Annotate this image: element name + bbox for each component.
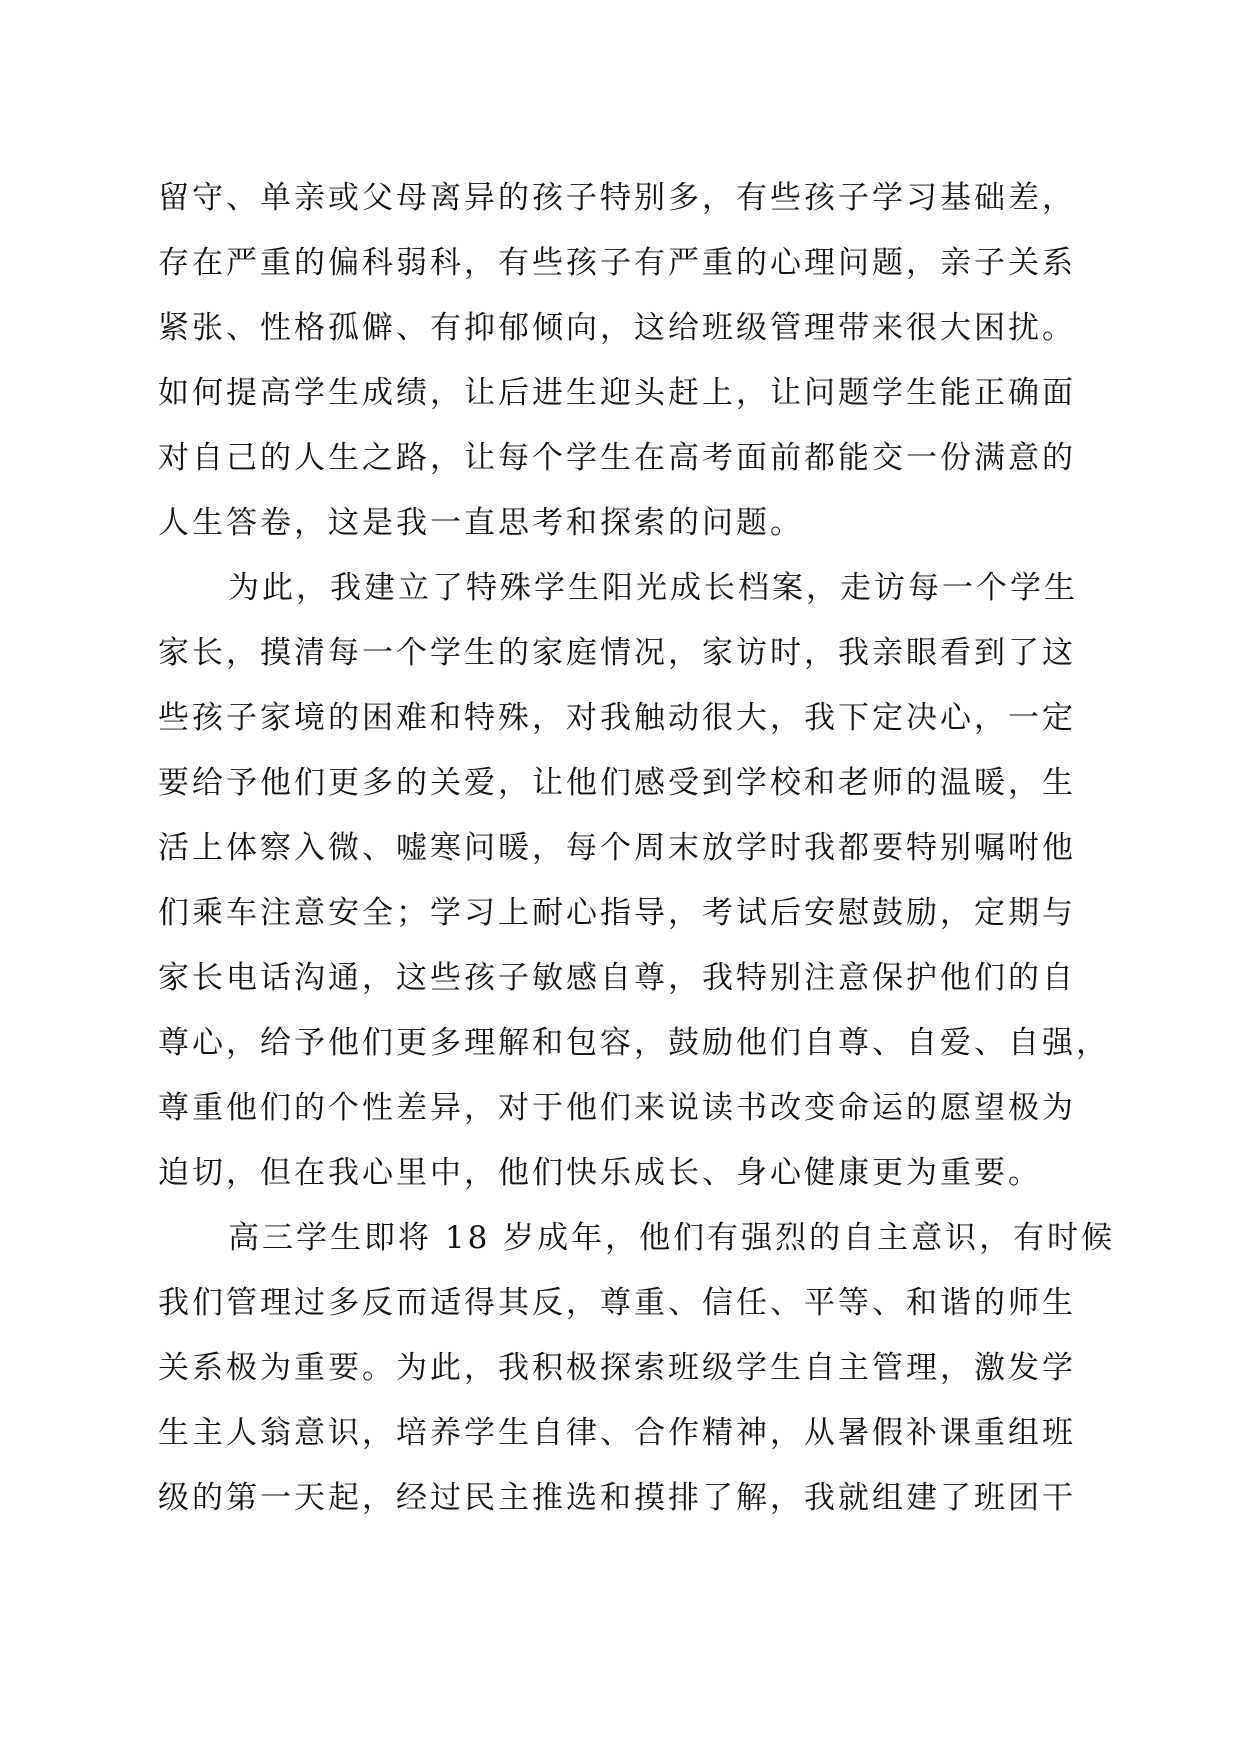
text-line: 留守、单亲或父母离异的孩子特别多，有些孩子学习基础差，: [158, 180, 1076, 216]
text-line: 迫切，但在我心里中，他们快乐成长、身心健康更为重要。: [158, 1155, 1042, 1191]
text-line: 级的第一天起，经过民主推选和摸排了解，我就组建了班团干: [158, 1480, 1076, 1516]
text-line: 人生答卷，这是我一直思考和探索的问题。: [158, 505, 804, 541]
body-text: [158, 166, 1116, 1531]
text-line: 活上体察入微、嘘寒问暖，每个周末放学时我都要特别嘱咐他: [158, 830, 1076, 866]
text-line: 关系极为重要。为此，我积极探索班级学生自主管理，激发学: [158, 1350, 1076, 1386]
text-line: 我们管理过多反而适得其反，尊重、信任、平等、和谐的师生: [158, 1285, 1076, 1321]
text-line: 些孩子家境的困难和特殊，对我触动很大，我下定决心，一定: [158, 700, 1076, 736]
paragraph-start-line: 为此，我建立了特殊学生阳光成长档案，走访每一个学生: [228, 570, 1078, 606]
text-line: 家长电话沟通，这些孩子敏感自尊，我特别注意保护他们的自: [158, 960, 1076, 996]
text-line: 要给予他们更多的关爱，让他们感受到学校和老师的温暖，生: [158, 765, 1076, 801]
text-line: 生主人翁意识，培养学生自律、合作精神，从暑假补课重组班: [158, 1415, 1076, 1451]
paragraph-start-line: 高三学生即将 18 岁成年，他们有强烈的自主意识，有时候: [228, 1220, 1116, 1256]
text-line: 家长，摸清每一个学生的家庭情况，家访时，我亲眼看到了这: [158, 635, 1076, 671]
text-line: 对自己的人生之路，让每个学生在高考面前都能交一份满意的: [158, 440, 1076, 476]
text-line: 紧张、性格孤僻、有抑郁倾向，这给班级管理带来很大困扰。: [158, 310, 1076, 346]
text-line: 尊心，给予他们更多理解和包容，鼓励他们自尊、自爱、自强，: [158, 1025, 1110, 1061]
text-line: 存在严重的偏科弱科，有些孩子有严重的心理问题，亲子关系: [158, 245, 1076, 281]
text-line: 如何提高学生成绩，让后进生迎头赶上，让问题学生能正确面: [158, 375, 1076, 411]
text-line: 尊重他们的个性差异，对于他们来说读书改变命运的愿望极为: [158, 1090, 1076, 1126]
text-line: 们乘车注意安全；学习上耐心指导，考试后安慰鼓励，定期与: [158, 895, 1076, 931]
